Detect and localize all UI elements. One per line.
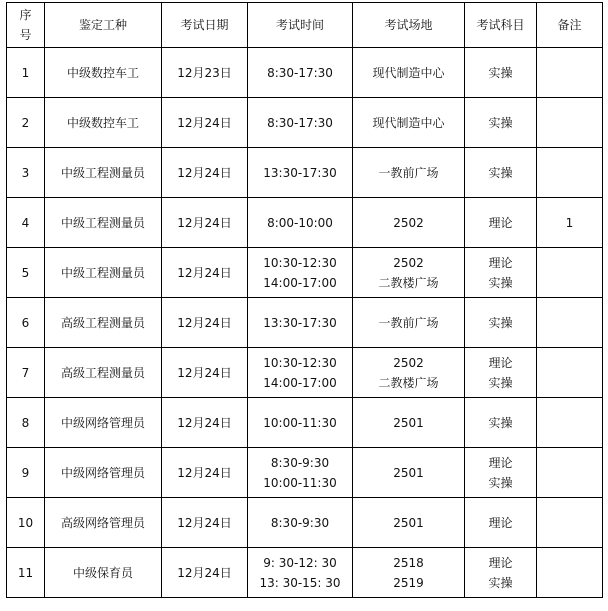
header-type: 鉴定工种 [45, 3, 162, 48]
cell-venue-line: 现代制造中心 [372, 65, 445, 80]
cell-type: 高级工程测量员 [45, 298, 162, 348]
cell-seq: 11 [7, 548, 45, 598]
cell-date: 12月24日 [162, 248, 248, 298]
cell-subject [465, 148, 537, 198]
table-row [7, 548, 603, 598]
header-row [7, 3, 603, 48]
cell-seq: 4 [7, 198, 45, 248]
cell-date: 12月24日 [162, 398, 248, 448]
cell-type: 高级网络管理员 [45, 498, 162, 548]
cell-date: 12月23日 [162, 48, 248, 98]
cell-type: 中级数控车工 [45, 98, 162, 148]
cell-subject-line: 理论 [488, 255, 513, 270]
cell-venue [353, 248, 465, 298]
cell-date: 12月24日 [162, 148, 248, 198]
header-date: 考试日期 [162, 3, 248, 48]
cell-note [537, 248, 603, 298]
cell-subject [465, 548, 537, 598]
cell-time [248, 448, 353, 498]
cell-venue-line: 2501 [393, 465, 424, 480]
header-seq-line: 号 [19, 28, 32, 42]
cell-time-line: 13:30-17:30 [263, 315, 337, 330]
cell-venue-line: 2501 [393, 415, 424, 430]
cell-subject-line: 实操 [488, 415, 513, 430]
table-body [7, 48, 603, 598]
cell-time-line: 9: 30-12: 30 [263, 555, 337, 570]
table-row [7, 398, 603, 448]
cell-time-line: 10:30-12:30 [263, 255, 337, 270]
cell-seq: 7 [7, 348, 45, 398]
cell-seq: 9 [7, 448, 45, 498]
cell-type: 中级工程测量员 [45, 148, 162, 198]
cell-time-line: 14:00-17:00 [263, 375, 337, 390]
table-row [7, 348, 603, 398]
table-row [7, 98, 603, 148]
cell-time [248, 98, 353, 148]
table-row [7, 48, 603, 98]
cell-subject [465, 348, 537, 398]
cell-subject-line: 理论 [488, 215, 513, 230]
cell-time-line: 8:30-17:30 [267, 65, 333, 80]
cell-venue-line: 2502 [393, 355, 424, 370]
cell-venue [353, 548, 465, 598]
cell-time [248, 148, 353, 198]
cell-note [537, 498, 603, 548]
cell-seq: 6 [7, 298, 45, 348]
cell-note [537, 148, 603, 198]
cell-venue [353, 498, 465, 548]
cell-subject [465, 498, 537, 548]
cell-venue-line: 2502 [393, 215, 424, 230]
cell-note [537, 48, 603, 98]
cell-venue [353, 98, 465, 148]
cell-venue [353, 398, 465, 448]
exam-schedule-table [6, 2, 603, 598]
table-row [7, 448, 603, 498]
cell-venue [353, 348, 465, 398]
cell-venue [353, 198, 465, 248]
cell-date: 12月24日 [162, 548, 248, 598]
cell-time [248, 398, 353, 448]
cell-seq: 1 [7, 48, 45, 98]
header-subject: 考试科目 [465, 3, 537, 48]
cell-type: 中级工程测量员 [45, 248, 162, 298]
cell-note [537, 448, 603, 498]
cell-seq: 8 [7, 398, 45, 448]
cell-type: 中级保育员 [45, 548, 162, 598]
cell-subject-line: 实操 [488, 375, 513, 390]
cell-time-line: 10:00-11:30 [263, 415, 337, 430]
cell-subject-line: 实操 [488, 315, 513, 330]
cell-time [248, 348, 353, 398]
cell-date: 12月24日 [162, 348, 248, 398]
cell-date: 12月24日 [162, 198, 248, 248]
cell-time-line: 13: 30-15: 30 [259, 575, 341, 590]
cell-venue-line: 2501 [393, 515, 424, 530]
cell-seq: 2 [7, 98, 45, 148]
cell-subject-line: 理论 [488, 515, 513, 530]
cell-time-line: 8:30-9:30 [270, 455, 330, 470]
cell-venue-line: 二教楼广场 [378, 275, 439, 290]
cell-subject [465, 48, 537, 98]
cell-note [537, 348, 603, 398]
header-time: 考试时间 [248, 3, 353, 48]
cell-time-line: 10:00-11:30 [263, 475, 337, 490]
cell-time-line: 10:30-12:30 [263, 355, 337, 370]
cell-subject-line: 实操 [488, 475, 513, 490]
cell-time [248, 48, 353, 98]
cell-subject-line: 理论 [488, 355, 513, 370]
header-note: 备注 [537, 3, 603, 48]
cell-subject-line: 实操 [488, 115, 513, 130]
cell-date: 12月24日 [162, 448, 248, 498]
cell-venue-line: 2502 [393, 255, 424, 270]
cell-time-line: 8:30-9:30 [270, 515, 330, 530]
cell-type: 中级网络管理员 [45, 398, 162, 448]
cell-subject [465, 198, 537, 248]
cell-venue-line: 一教前广场 [378, 315, 439, 330]
cell-time-line: 8:30-17:30 [267, 115, 333, 130]
table-header [7, 3, 603, 48]
cell-seq: 10 [7, 498, 45, 548]
cell-subject-line: 实操 [488, 165, 513, 180]
header-seq-line: 序 [19, 8, 32, 22]
cell-type: 中级数控车工 [45, 48, 162, 98]
cell-type: 中级工程测量员 [45, 198, 162, 248]
cell-subject [465, 298, 537, 348]
cell-type: 中级网络管理员 [45, 448, 162, 498]
table-row [7, 498, 603, 548]
cell-venue-line: 二教楼广场 [378, 375, 439, 390]
cell-subject-line: 实操 [488, 65, 513, 80]
cell-venue [353, 148, 465, 198]
cell-date: 12月24日 [162, 298, 248, 348]
cell-time [248, 298, 353, 348]
cell-subject-line: 理论 [488, 455, 513, 470]
cell-venue [353, 448, 465, 498]
cell-seq: 5 [7, 248, 45, 298]
cell-time-line: 14:00-17:00 [263, 275, 337, 290]
cell-time [248, 548, 353, 598]
cell-time [248, 248, 353, 298]
cell-subject-line: 理论 [488, 555, 513, 570]
cell-subject [465, 448, 537, 498]
cell-time-line: 8:00-10:00 [267, 215, 333, 230]
cell-note [537, 98, 603, 148]
cell-note: 1 [537, 198, 603, 248]
cell-note [537, 548, 603, 598]
cell-note [537, 398, 603, 448]
cell-venue-line: 现代制造中心 [372, 115, 445, 130]
cell-venue-line: 2519 [393, 575, 424, 590]
table-row [7, 298, 603, 348]
header-seq [7, 3, 45, 48]
cell-time [248, 198, 353, 248]
cell-subject-line: 实操 [488, 575, 513, 590]
cell-date: 12月24日 [162, 498, 248, 548]
cell-subject [465, 98, 537, 148]
cell-venue [353, 298, 465, 348]
cell-time [248, 498, 353, 548]
cell-subject [465, 248, 537, 298]
cell-date: 12月24日 [162, 98, 248, 148]
cell-type: 高级工程测量员 [45, 348, 162, 398]
cell-note [537, 298, 603, 348]
cell-seq: 3 [7, 148, 45, 198]
cell-subject [465, 398, 537, 448]
cell-venue [353, 48, 465, 98]
cell-venue-line: 一教前广场 [378, 165, 439, 180]
table-row [7, 198, 603, 248]
table-row [7, 148, 603, 198]
header-venue: 考试场地 [353, 3, 465, 48]
cell-venue-line: 2518 [393, 555, 424, 570]
table-row [7, 248, 603, 298]
cell-subject-line: 实操 [488, 275, 513, 290]
cell-time-line: 13:30-17:30 [263, 165, 337, 180]
